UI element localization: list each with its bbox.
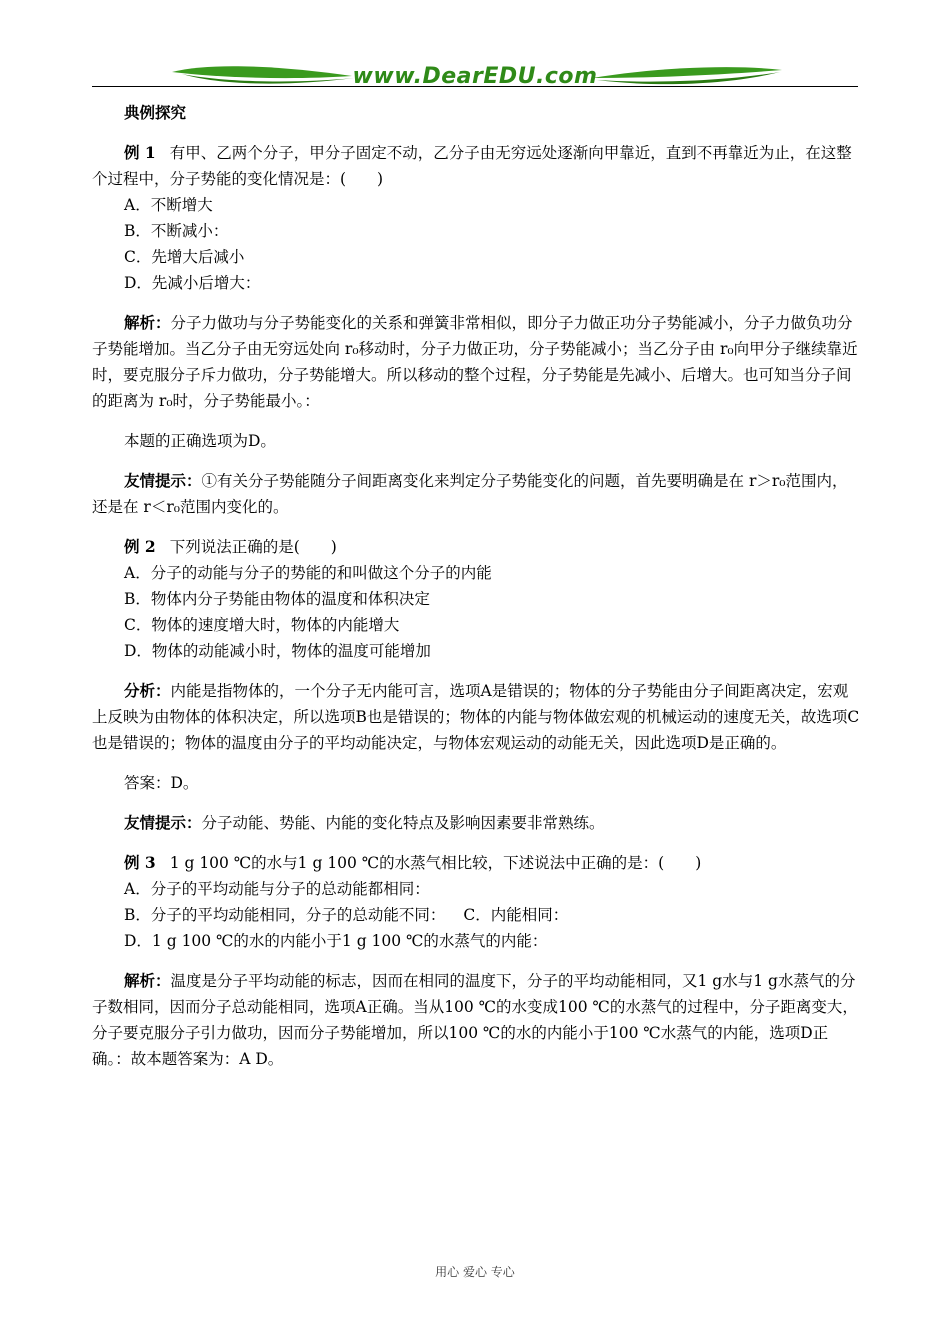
example-3-analysis-text: 温度是分子平均动能的标志，因而在相同的温度下，分子的平均动能相同，又1 g水与1 g水蒸气的分子数相同，因而分子总动能相同，选项A正确。当从100 ℃的水变成100 ℃的水蒸气的过程中，分子距离变大，分子要克服分子引力做功，因而分子势能增加，所以100 ℃的水的内能小于100 ℃水蒸气的内能，选项D正确。：故本题答案为：A D。 [92,972,858,1068]
example-1-analysis-text: 分子力做功与分子势能变化的关系和弹簧非常相似，即分子力做正功分子势能减小，分子力做负功分子势能增加。当乙分子由无穷远处向 r₀移动时，分子力做正功，分子势能减小；当乙分子由 r₀向甲分子继续靠近时，要克服分子斥力做功，分子势能增大。所以移动的整个过程，分子势能是先减小、后增大。也可知当分子间的距离为 r₀时，分子势能最小。： [92,314,858,410]
example-2-label: 例 2 [124,537,156,556]
example-1-tip-label: 友情提示： [124,471,202,490]
example-2-option-c: C．物体的速度增大时，物体的内能增大 [124,616,400,634]
example-2-tip [92,810,860,836]
example-3-label: 例 3 [124,853,156,872]
example-2-question [92,534,860,560]
example-3-options-b-c [92,902,860,928]
example-1-question [92,140,860,192]
example-2-option-a: A．分子的动能与分子的势能的和叫做这个分子的内能 [124,564,492,582]
example-3-question-text: 1 g 100 ℃的水与1 g 100 ℃的水蒸气相比较，下述说法中正确的是：( ) [169,854,702,872]
header-rule [92,86,858,87]
example-2-analysis-label: 分析： [124,681,171,700]
header-banner [92,58,858,94]
example-3-question [92,850,860,876]
example-3-option-a: A．分子的平均动能与分子的总动能都相同： [124,880,430,898]
section-title: 典例探究 [124,103,187,122]
example-2-option-d: D．物体的动能减小时，物体的温度可能增加 [124,642,431,660]
example-3-option-c: C．内能相同： [463,906,569,924]
example-1-answer: 本题的正确选项为D。 [124,432,276,450]
example-2-analysis-text: 内能是指物体的，一个分子无内能可言，选项A是错误的；物体的分子势能由分子间距离决定，宏观上反映为由物体的体积决定，所以选项B也是错误的；物体的内能与物体做宏观的机械运动的速度无关，故选项C也是错误的；物体的温度由分子的平均动能决定，与物体宏观运动的动能无关，因此选项D是正确的。 [92,682,860,752]
example-3-analysis [92,968,860,1072]
page-footer: 用心 爱心 专心 [435,1265,515,1279]
example-1-option-a: A．不断增大 [124,196,213,214]
example-2-tip-text: 分子动能、势能、内能的变化特点及影响因素要非常熟练。 [201,814,605,832]
example-3-analysis-label: 解析： [124,971,171,990]
example-2-tip-label: 友情提示： [124,813,202,832]
example-3-option-b: B．分子的平均动能相同，分子的总动能不同： [124,906,446,924]
example-2-question-text: 下列说法正确的是( ) [169,538,337,556]
site-url[interactable]: www.DearEDU.com [352,64,598,89]
example-2-answer: 答案：D。 [124,774,199,792]
example-2-analysis [92,678,860,756]
example-1-label: 例 1 [124,143,156,162]
example-3-option-d: D．1 g 100 ℃的水的内能小于1 g 100 ℃的水蒸气的内能： [124,932,548,950]
example-1-option-d: D．先减小后增大： [124,274,261,292]
example-1-tip-text: ①有关分子势能随分子间距离变化来判定分子势能变化的问题，首先要明确是在 r＞r₀范围内，还是在 r＜r₀范围内变化的。 [92,472,848,516]
example-1-tip [92,468,860,520]
example-1-analysis [92,310,860,414]
example-2-option-b: B．物体内分子势能由物体的温度和体积决定 [124,590,430,608]
main-content [92,100,860,1072]
example-1-option-c: C．先增大后减小 [124,248,245,266]
example-1-question-text: 有甲、乙两个分子，甲分子固定不动，乙分子由无穷远处逐渐向甲靠近，直到不再靠近为止，在这整个过程中，分子势能的变化情况是：( ) [92,144,852,188]
example-1-option-b: B．不断减小： [124,222,229,240]
example-1-analysis-label: 解析： [124,313,171,332]
